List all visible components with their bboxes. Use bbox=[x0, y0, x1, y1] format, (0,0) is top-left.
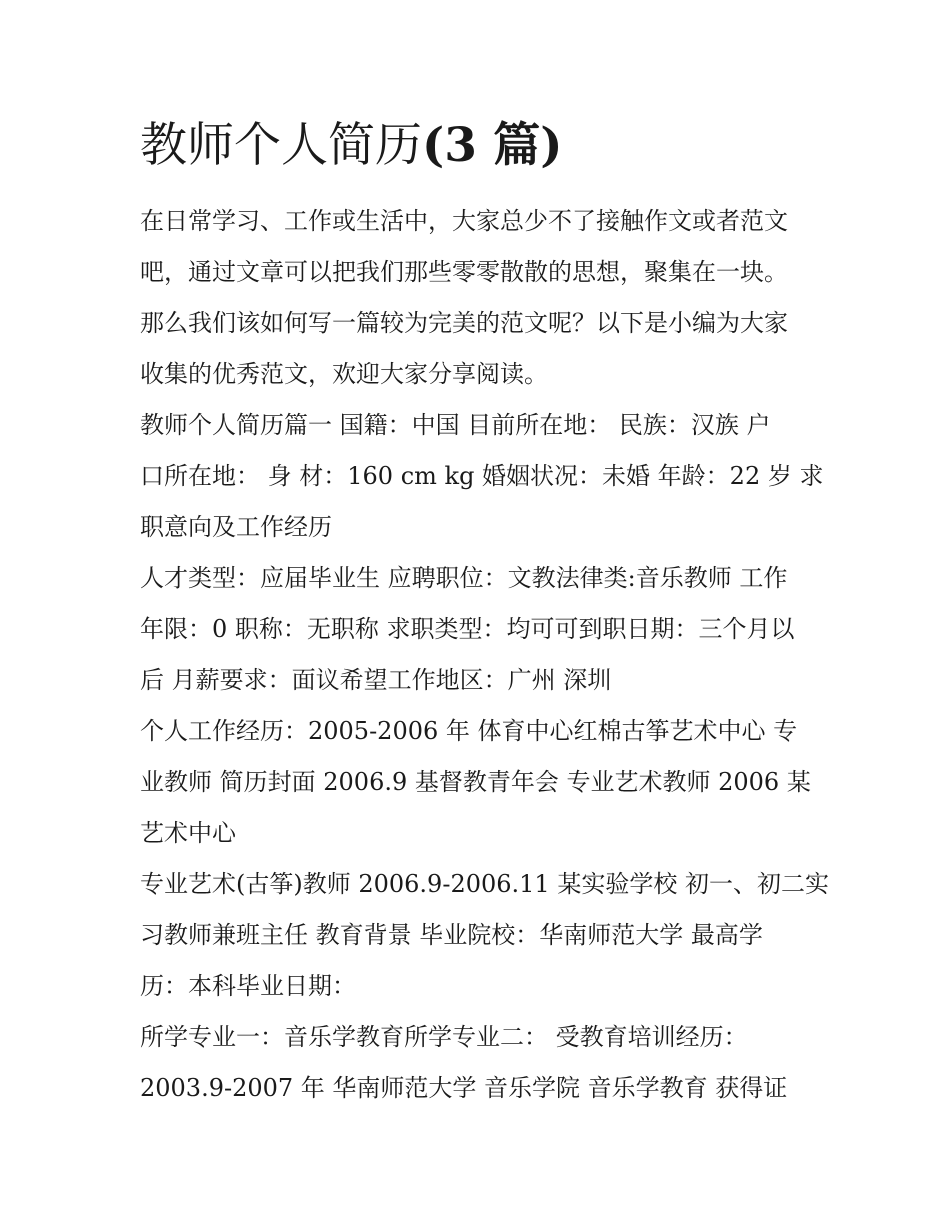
paragraph bbox=[140, 859, 829, 1012]
paragraph-line: 业教师 简历封面 2006.9 基督教青年会 专业艺术教师 2006 某 bbox=[140, 768, 811, 796]
paragraph-line: 口所在地： 身 材：160 cm kg 婚姻状况：未婚 年龄：22 岁 求 bbox=[140, 462, 824, 490]
document-title-main: 教师个人简历 bbox=[140, 118, 422, 173]
paragraph-line: 人才类型：应届毕业生 应聘职位：文教法律类:音乐教师 工作 bbox=[140, 564, 788, 592]
document-body bbox=[140, 196, 829, 1114]
paragraph-line: 职意向及工作经历 bbox=[140, 513, 332, 541]
paragraph bbox=[140, 553, 820, 706]
paragraph-line: 2003.9-2007 年 华南师范大学 音乐学院 音乐学教育 获得证 bbox=[140, 1074, 788, 1102]
paragraph-line: 教师个人简历篇一 国籍：中国 目前所在地： 民族：汉族 户 bbox=[140, 411, 771, 439]
paragraph-line: 历：本科毕业日期： bbox=[140, 972, 356, 1000]
paragraph-line: 习教师兼班主任 教育背景 毕业院校：华南师范大学 最高学 bbox=[140, 921, 763, 949]
paragraph bbox=[140, 196, 820, 400]
paragraph-line: 年限：0 职称：无职称 求职类型：均可可到职日期：三个月以 bbox=[140, 615, 795, 643]
paragraph-line: 所学专业一：音乐学教育所学专业二： 受教育培训经历： bbox=[140, 1023, 748, 1051]
paragraph-line: 吧，通过文章可以把我们那些零零散散的思想，聚集在一块。 bbox=[140, 258, 788, 286]
paragraph-line: 专业艺术(古筝)教师 2006.9-2006.11 某实验学校 初一、初二实 bbox=[140, 870, 829, 898]
paragraph bbox=[140, 400, 824, 553]
paragraph bbox=[140, 706, 820, 859]
paragraph-line: 那么我们该如何写一篇较为完美的范文呢？以下是小编为大家 bbox=[140, 309, 788, 337]
document-page bbox=[140, 112, 829, 1114]
paragraph bbox=[140, 1012, 820, 1114]
paragraph-line: 在日常学习、工作或生活中，大家总少不了接触作文或者范文 bbox=[140, 207, 788, 235]
paragraph-line: 艺术中心 bbox=[140, 819, 236, 847]
document-title-suffix: (3 篇) bbox=[422, 118, 563, 173]
paragraph-line: 收集的优秀范文，欢迎大家分享阅读。 bbox=[140, 360, 548, 388]
paragraph-line: 个人工作经历：2005-2006 年 体育中心红棉古筝艺术中心 专 bbox=[140, 717, 798, 745]
paragraph-line: 后 月薪要求：面议希望工作地区：广州 深圳 bbox=[140, 666, 612, 694]
document-title bbox=[140, 112, 820, 180]
